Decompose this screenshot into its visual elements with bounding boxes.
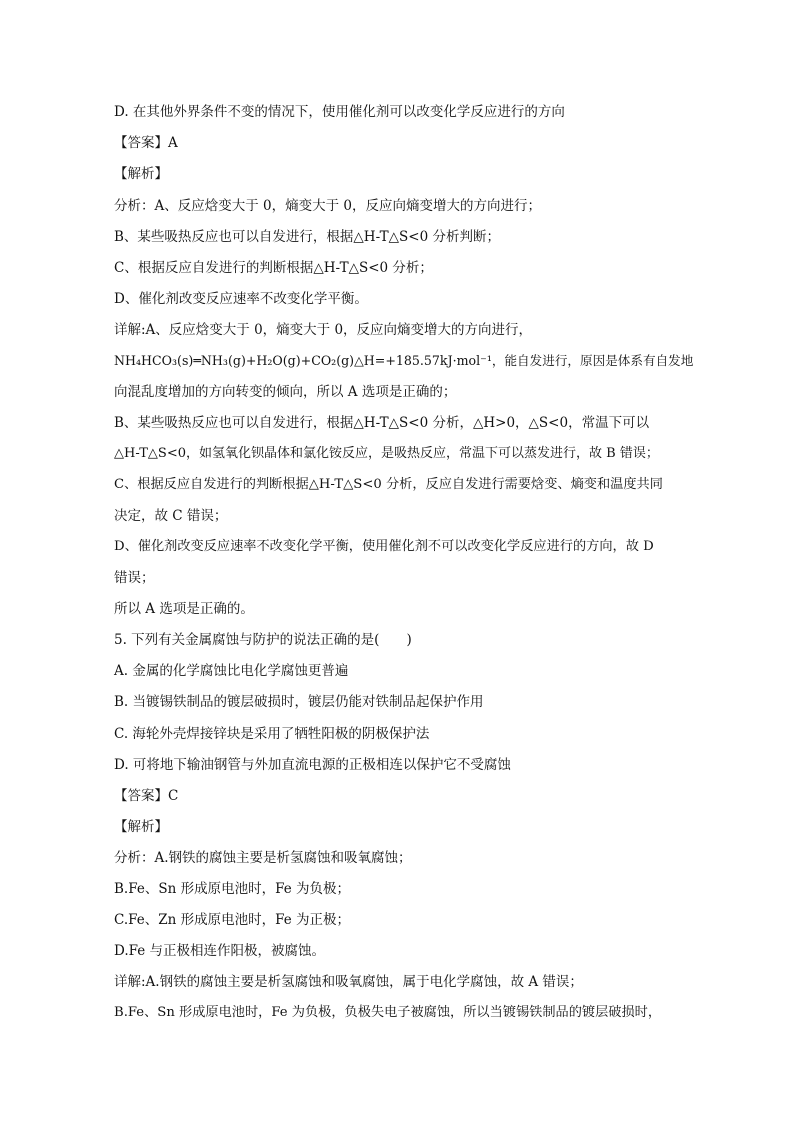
answer-label-q4: 【答案】A (114, 135, 178, 151)
analysis-heading-q4: 【解析】 (114, 166, 168, 182)
question-5-option-a: A. 金属的化学腐蚀比电化学腐蚀更普遍 (114, 663, 349, 679)
answer-label-q5: 【答案】C (114, 788, 179, 804)
analysis-line: C、根据反应自发进行的判断根据△H-T△S<0 分析； (114, 260, 433, 276)
detail-line: B、某些吸热反应也可以自发进行，根据△H-T△S<0 分析，△H>0，△S<0，常温下可以 (114, 415, 650, 431)
analysis-line: B、某些吸热反应也可以自发进行，根据△H-T△S<0 分析判断； (114, 229, 500, 245)
detail-line: 向混乱度增加的方向转变的倾向，所以 A 选项是正确的； (114, 384, 457, 400)
detail-line: 详解:A、反应焓变大于 0，熵变大于 0，反应向熵变增大的方向进行， (114, 322, 533, 338)
analysis-line: 分析：A、反应焓变大于 0，熵变大于 0，反应向熵变增大的方向进行； (114, 198, 542, 214)
analysis-line: 分析：A.钢铁的腐蚀主要是析氢腐蚀和吸氧腐蚀； (114, 850, 412, 866)
analysis-line: C.Fe、Zn 形成原电池时，Fe 为正极； (114, 912, 351, 928)
analysis-line: D、催化剂改变反应速率不改变化学平衡。 (114, 291, 368, 307)
detail-line: D、催化剂改变反应速率不改变化学平衡，使用催化剂不可以改变化学反应进行的方向，故 D (114, 539, 654, 554)
analysis-line: B.Fe、Sn 形成原电池时，Fe 为负极； (114, 881, 350, 897)
question-5-stem: 5. 下列有关金属腐蚀与防护的说法正确的是( ) (114, 632, 412, 648)
detail-line: 详解:A.钢铁的腐蚀主要是析氢腐蚀和吸氧腐蚀，属于电化学腐蚀，故 A 错误； (114, 974, 583, 990)
detail-line: B.Fe、Sn 形成原电池时，Fe 为负极，负极失电子被腐蚀，所以当镀锡铁制品的镀层破损时， (114, 1005, 662, 1020)
detail-line: △H-T△S<0，如氢氧化钡晶体和氯化铵反应，是吸热反应，常温下可以蒸发进行，故 B 错误； (114, 446, 659, 461)
detail-line: 错误； (114, 570, 155, 586)
detail-line: 决定，故 C 错误； (114, 508, 228, 524)
detail-line-equation: NH₄HCO₃(s)═NH₃(g)+H₂O(g)+CO₂(g)△H=+185.57kJ·mol⁻¹，能自发进行，原因是体系有自发地 (114, 353, 694, 368)
conclusion-line: 所以 A 选项是正确的。 (114, 601, 254, 617)
question-5-option-b: B. 当镀锡铁制品的镀层破损时，镀层仍能对铁制品起保护作用 (114, 694, 484, 710)
detail-line: C、根据反应自发进行的判断根据△H-T△S<0 分析，反应自发进行需要焓变、熵变和温度共同 (114, 477, 663, 492)
question-5-option-c: C. 海轮外壳焊接锌块是采用了牺牲阳极的阴极保护法 (114, 726, 430, 742)
analysis-heading-q5: 【解析】 (114, 819, 168, 835)
option-d-q4: D. 在其他外界条件不变的情况下，使用催化剂可以改变化学反应进行的方向 (114, 104, 565, 120)
question-5-option-d: D. 可将地下输油钢管与外加直流电源的正极相连以保护它不受腐蚀 (114, 757, 511, 773)
analysis-line: D.Fe 与正极相连作阳极，被腐蚀。 (114, 943, 326, 959)
